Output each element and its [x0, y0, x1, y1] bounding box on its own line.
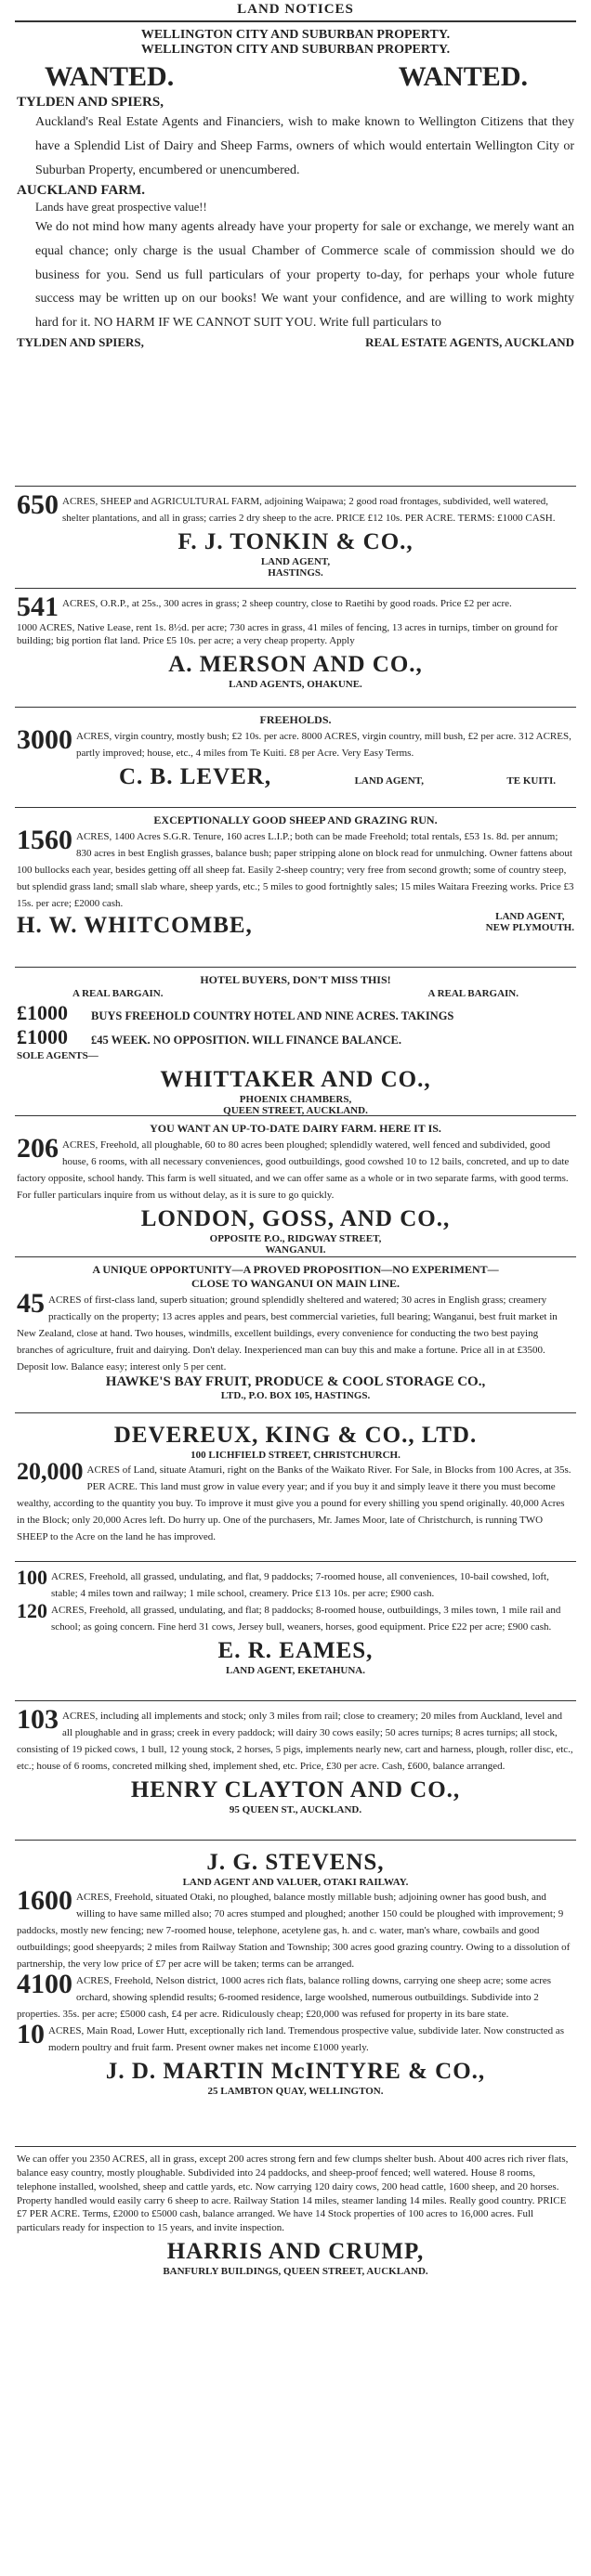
wanted-heading: WANTED. — [398, 61, 528, 92]
firm-name: A. MERSON AND CO., — [168, 652, 423, 678]
advert-whittaker — [15, 968, 576, 1116]
ad-heading: FREEHOLDS. — [259, 713, 332, 726]
advert-hawkes-bay — [15, 1257, 576, 1413]
bargain-text: A REAL BARGAIN. — [72, 988, 164, 999]
ad-text: We can offer you 2350 ACRES, all in grass, except 200 acres strong fern and few clumps shelter bush. About 400 acres rich river flats, balance easy country, mostly ploughable. Subdivided into 24 paddocks, and sheep-proof fenced; well watered. House 8 rooms, telephone installed, woolshed, sheep and cattle yards, etc. Now carrying 120 dairy cows, 200 head cattle, 1600 sheep, and 20 horses. Property handled would easily carry 6 sheep to acre. Railway Station 14 miles, steamer landing 14 miles. Really good country. PRICE £7 PER ACRE. Terms, £2000 to £5000 cash, balance arranged. We have 14 Stock properties of 100 acres to 16,000 acres. Full particulars ready for inspection to 15 years, and invite inspection. — [17, 2153, 569, 2234]
acreage-number: 10 — [17, 2019, 45, 2049]
firm-name: TYLDEN AND SPIERS, — [17, 95, 164, 110]
firm-subtitle: NEW PLYMOUTH. — [485, 922, 574, 933]
advert-lever — [15, 708, 576, 808]
price-amount: £1000 — [17, 1000, 68, 1024]
firm-subtitle: LAND AGENT, — [495, 911, 565, 922]
advert-eames — [15, 1562, 576, 1701]
ad-heading: A UNIQUE OPPORTUNITY—A PROVED PROPOSITION—NO EXPERIMENT— — [92, 1263, 499, 1276]
acreage-number: 1560 — [17, 825, 72, 855]
acreage-number: 20,000 — [17, 1458, 84, 1485]
ad-text: ACRES, Freehold, situated Otaki, no ploughed, balance mostly millable bush; adjoining owner has good bush, and willing to have same milled also; 70 acres stumped and ploughed; another 150 could be ploughed with improvement; 9 paddocks, mostly new fencing; new 7-roomed house, telephone, acetylene gas, h. and c. water, man's whare, cowbails and good outbuildings; good sheepyards; 2 miles from Railway Station and Township; 300 acres good grazing country. Owing to a dissolution of partnership, the very low price of £7 per acre will be taken; terms can be arranged. — [17, 1892, 571, 1970]
farm-heading: AUCKLAND FARM. — [17, 182, 146, 198]
ad-text: ACRES, Freehold, Nelson district, 1000 acres rich flats, balance rolling downs, carrying one sheep acre; some acres orchard, showing splendid results; 6-roomed residence, large woolshed, numerous outbuildings. Subdivide into 2 properties. 35s. per acre; £5000 cash, £4 per acre. Ridiculously cheap; £20,000 was refused for property in its bare state. — [17, 1975, 552, 2020]
ad-text: ACRES, including all implements and stock; only 3 miles from rail; close to creamery; 20 miles from Auckland, level and all ploughable and in grass; creek in every paddock; will dairy 30 cows easily; 50 acres turnips; 8 acres turnips; all stock, consisting of 19 picked cows, 1 bull, 12 young stock, 2 horses, 5 pigs, implements nearly new, cart and harness, plough, roller disc, etc., etc.; house of 6 rooms, concreted milking shed, implement shed, etc. Price, £30 per acre. Cash, £600, balance arranged. — [17, 1711, 573, 1772]
advert-harris-crump — [15, 2147, 576, 2305]
ad-text: ACRES of Land, situate Atamuri, right on the Banks of the Waikato River. For Sale, in Blocks from 100 Acres, at 35s. PER ACRE. This land must grow in value every year; and if you buy it and simply leave it there you must become wealthy, according to the quantity you buy. To improve it must give you a pound for every shilling you spend originally. 40,000 Acres in the Block; only 20,000 Acres left. Do hurry up. One of the purchasers, Mr. James Moor, late of Christchurch, is running TWO SHEEP to the Acre on the land he has improved. — [17, 1464, 571, 1542]
advert-whitcombe — [15, 808, 576, 968]
advert-merson — [15, 589, 576, 708]
acreage-number: 206 — [17, 1133, 59, 1164]
firm-subtitle: 100 LICHFIELD STREET, CHRISTCHURCH. — [190, 1450, 401, 1461]
firm-name: HENRY CLAYTON AND CO., — [130, 1777, 461, 1802]
ad-text: ACRES, Freehold, all grassed, undulating, and flat, 9 paddocks; 7-roomed house, all conveniences, 10-bail cowshed, loft, stable; 4 miles town and railway; 1 mile school, creamery. Price £13 10s. per acre; £900 cash. — [51, 1571, 549, 1599]
ad-heading: CLOSE TO WANGANUI ON MAIN LINE. — [190, 1277, 401, 1290]
price-amount: £1000 — [17, 1024, 68, 1048]
acreage-number: 4100 — [17, 1969, 72, 1999]
advert-henry-clayton — [15, 1701, 576, 1841]
ad-text: ACRES, O.R.P., at 25s., 300 acres in grass; 2 sheep country, close to Raetihi by good roads. Price £2 per acre. — [62, 598, 512, 609]
ad-text: 1000 ACRES, Native Lease, rent 1s. 8½d. per acre; 730 acres in grass, 41 miles of fencing, 13 acres in turnips, timber on ground for building; big portion flat land. Price £5 10s. per acre; a very cheap property. Apply — [17, 621, 558, 647]
advert-devereux-king — [15, 1413, 576, 1562]
firm-subtitle: WANGANUI. — [265, 1244, 326, 1255]
acreage-number: 3000 — [17, 724, 72, 755]
firm-name: WHITTAKER AND CO., — [160, 1066, 431, 1092]
firm-subtitle: LTD., P.O. BOX 105, HASTINGS. — [220, 1390, 371, 1401]
ad-paragraph: We do not mind how many agents already have your property for sale or exchange, we merely want an equal chance; only charge is the usual Chamber of Commerce scale of commission should we do business for you. Send us full particulars of your property to-day, for perhaps your whole future success may be written up on our books! We want your confidence, and are willing to work mighty hard for it. NO HARM IF WE CANNOT SUIT YOU. Write full particulars to — [35, 219, 574, 331]
firm-subtitle: LAND AGENT, — [260, 556, 331, 567]
ad-text: ACRES, Freehold, all grassed, undulating, and flat; 8 paddocks; 8-roomed house, outbuildings, 3 miles town, 1 mile rail and school; as going concern. Fine herd 31 cows, Jersey bull, weaners, horses, good equipment. Price £22 per acre; £900 cash. — [51, 1605, 561, 1633]
price-text: £45 WEEK. NO OPPOSITION. WILL FINANCE BALANCE. — [91, 1033, 401, 1047]
firm-subtitle: BANFURLY BUILDINGS, QUEEN STREET, AUCKLAND. — [163, 2266, 428, 2278]
firm-subtitle: 95 QUEEN ST., AUCKLAND. — [229, 1804, 362, 1815]
signature-title: REAL ESTATE AGENTS, AUCKLAND — [365, 335, 574, 350]
firm-name: DEVEREUX, KING & CO., LTD. — [113, 1423, 478, 1448]
ad-text: ACRES, Main Road, Lower Hutt, exceptionally rich land. Tremendous prospective value, subdivide later. Now constructed as modern poultry and fruit farm. Present owner makes net income £1000 yearly. — [48, 2025, 565, 2053]
firm-subtitle: TE KUITI. — [506, 775, 556, 787]
signature-firm: TYLDEN AND SPIERS, — [17, 335, 144, 350]
acreage-number: 100 — [17, 1566, 47, 1589]
firm-subtitle: HASTINGS. — [268, 567, 323, 579]
acreage-number: 650 — [17, 489, 59, 520]
firm-subtitle: PHOENIX CHAMBERS, — [239, 1093, 352, 1105]
firm-name: E. R. EAMES, — [217, 1638, 374, 1663]
page-header: LAND NOTICES — [15, 0, 576, 22]
firm-subtitle: LAND AGENT, EKETAHUNA. — [226, 1665, 365, 1676]
firm-subtitle: 25 LAMBTON QUAY, WELLINGTON. — [207, 2086, 384, 2097]
acreage-number: 1600 — [17, 1885, 72, 1916]
firm-subtitle: LAND AGENTS, OHAKUNE. — [229, 679, 362, 691]
firm-subtitle: LAND AGENT AND VALUER, OTAKI RAILWAY. — [182, 1877, 409, 1888]
ad-heading: EXCEPTIONALLY GOOD SHEEP AND GRAZING RUN. — [153, 813, 438, 826]
ad-title: WELLINGTON CITY AND SUBURBAN PROPERTY. — [140, 28, 451, 42]
ad-text: ACRES, Freehold, all ploughable, 60 to 80 acres been ploughed; splendidly watered, well fenced and subdivided, good house, 6 rooms, with all necessary conveniences, good outbuildings, good cowshed 10 to 12 bails, concreted, and up to date factory opposite, school handy. This farm is well situated, and we can offer same as a whole or in two separate farms, with good terms. For fuller particulars inquire from us without delay, as it is sure to go quickly. — [17, 1139, 570, 1201]
firm-subtitle: OPPOSITE P.O., RIDGWAY STREET, — [209, 1233, 382, 1244]
advert-tylden-spiers — [15, 22, 576, 487]
ad-text: ACRES, SHEEP and AGRICULTURAL FARM, adjoining Waipawa; 2 good road frontages, subdivided, well watered, shelter plantations, and all in grass; carries 2 dry sheep to the acre. PRICE £12 10s. PER ACRE. TERMS: £1000 CASH. — [62, 496, 556, 524]
price-text: BUYS FREEHOLD COUNTRY HOTEL AND NINE ACRES. TAKINGS — [91, 1008, 454, 1022]
firm-name: J. D. MARTIN McINTYRE & CO., — [105, 2059, 486, 2084]
sole-agents-label: SOLE AGENTS— — [17, 1049, 98, 1061]
acreage-number: 45 — [17, 1288, 45, 1319]
ad-text: ACRES, 1400 Acres S.G.R. Tenure, 160 acres L.I.P.; both can be made Freehold; total rentals, £53 1s. 8d. per annum; 830 acres in best English grasses, balance bush; paper stripping alone on block read for unmulching. Owner fattens about 100 bullocks each year, besides getting off all sheep fat. Easily 2-sheep country; very free from second growth; some of country steep, but splendid grass land; small slab whare, sheep yards, etc.; 5 miles to good fortnightly sales; 15 miles Waitara Freezing works. Price £3 15s. per acre; £2000 cash. — [17, 831, 574, 909]
firm-name: HARRIS AND CRUMP, — [166, 2239, 425, 2265]
advert-tonkin — [15, 487, 576, 589]
firm-name: HAWKE'S BAY FRUIT, PRODUCE & COOL STORAGE CO., — [105, 1374, 486, 1389]
ad-paragraph: Auckland's Real Estate Agents and Financiers, wish to make known to Wellington Citizens that they have a Splendid List of Dairy and Sheep Farms, owners of which would entertain Wellington City or Suburban Property, encumbered or unencumbered. — [35, 115, 574, 177]
acreage-number: 541 — [17, 592, 59, 622]
firm-subtitle: LAND AGENT, — [354, 775, 424, 787]
firm-name: C. B. LEVER, — [119, 764, 272, 789]
firm-name: LONDON, GOSS, AND CO., — [140, 1206, 451, 1231]
wanted-heading: WANTED. — [45, 61, 175, 92]
firm-name: H. W. WHITCOMBE, — [17, 913, 253, 938]
ad-text: ACRES of first-class land, superb situation; ground splendidly sheltered and watered; 30 acres in English grass; creamery practically on the property; 13 acres apples and pears, best commercial varieties, full bearing; Wanganui, best fruit market in New Zealand, close at hand. Two houses, windmills, excellent buildings, every convenience for conducting the two best paying branches of agriculture, fruit and dairying. Don't delay. Inexperienced man can buy this and make a fortune. Price all in at £3500. Deposit low. Balance easy; interest only 5 per cent. — [17, 1295, 558, 1373]
acreage-number: 120 — [17, 1599, 47, 1622]
ad-heading: YOU WANT AN UP-TO-DATE DAIRY FARM. HERE IT IS. — [150, 1122, 441, 1135]
ad-title: WELLINGTON CITY AND SUBURBAN PROPERTY. — [140, 43, 451, 57]
ad-text: ACRES, virgin country, mostly bush; £2 10s. per acre. 8000 ACRES, virgin country, mill bush, £2 per acre. 312 ACRES, partly improved; house, etc., 4 miles from Te Kuiti. £8 per Acre. Very Easy Terms. — [76, 731, 571, 759]
acreage-number: 103 — [17, 1704, 59, 1735]
advert-london-goss — [15, 1116, 576, 1257]
ad-line: Lands have great prospective value!! — [35, 200, 207, 214]
advert-stevens-mcintyre — [15, 1841, 576, 2147]
firm-name: J. G. STEVENS, — [206, 1850, 385, 1875]
firm-subtitle: QUEEN STREET, AUCKLAND. — [223, 1104, 368, 1116]
firm-name: F. J. TONKIN & CO., — [177, 529, 414, 554]
bargain-text: A REAL BARGAIN. — [427, 988, 519, 999]
ad-heading: HOTEL BUYERS, DON'T MISS THIS! — [200, 973, 391, 986]
